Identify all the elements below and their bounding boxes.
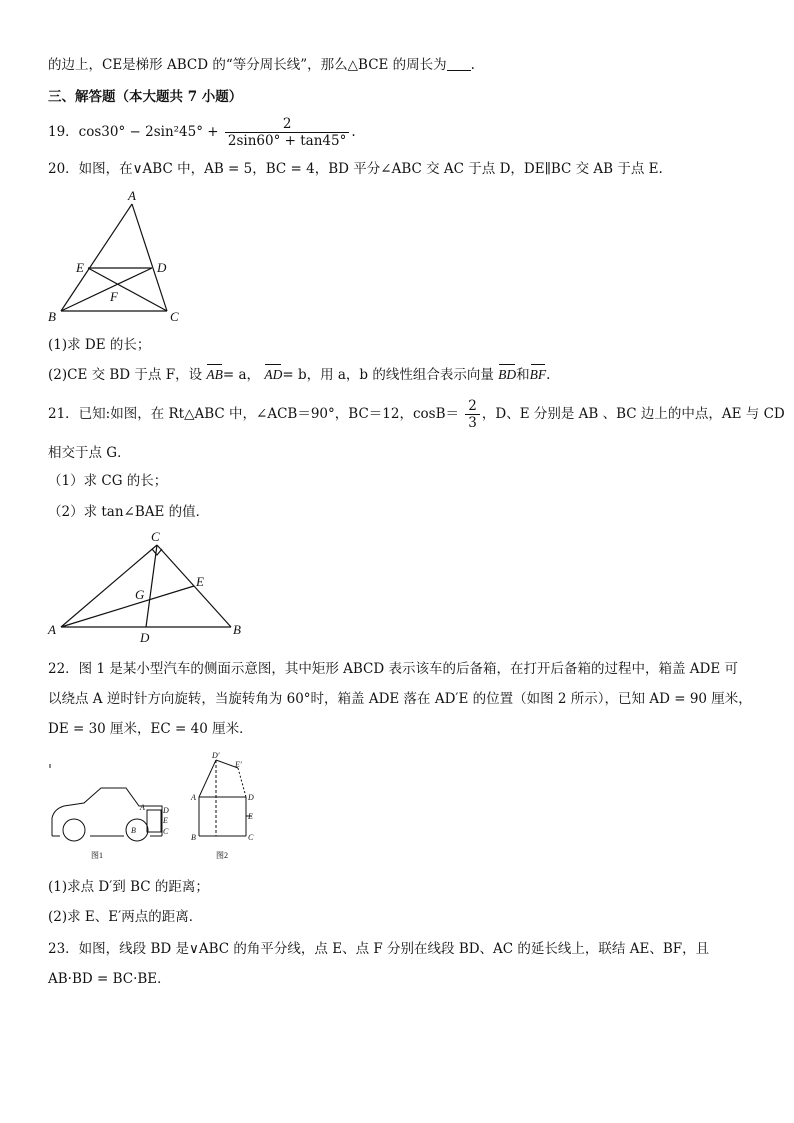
q20-2-text-i: .: [546, 367, 551, 383]
question-22-line-1: 22．图 1 是某小型汽车的侧面示意图，其中矩形 ABCD 表示该车的后备箱，在打开后备箱的过程中，箱盖 ADE 可: [48, 661, 739, 677]
question-21-part-1: （1）求 CG 的长；: [48, 473, 168, 489]
fig22-box-label-e: E: [248, 812, 253, 821]
q20-2-text-a: (2)CE 交 BD 于点 F，设: [48, 367, 203, 383]
q20-2-text-c: = a，: [222, 367, 261, 383]
fig21-label-e: E: [196, 574, 204, 589]
question-22-line-2: 以绕点 A 逆时针方向旋转，当旋转角为 60°时，箱盖 ADE 落在 AD′E 的位置（如图 2 所示），已知 AD = 90 厘米，: [48, 691, 752, 707]
fig22-caption-1: 图1: [91, 851, 103, 860]
q19-denominator: 2sin60° + tan45°: [227, 133, 347, 149]
fig22-box-label-c: C: [248, 833, 254, 842]
question-20-stem: 20．如图，在∨ABC 中，AB = 5，BC = 4，BD 平分∠ABC 交 AC 于点 D，DE∥BC 交 AB 于点 E.: [48, 161, 663, 177]
vector-bd: BD: [498, 367, 517, 382]
q21-denominator: 3: [468, 415, 477, 431]
fig20-label-c: C: [170, 309, 179, 324]
fig22-box-label-eprime: E′: [235, 760, 242, 769]
question-23-line-1: 23．如图，线段 BD 是∨ABC 的角平分线，点 E、点 F 分别在线段 BD、AC 的延长线上，联结 AE、BF，且: [48, 941, 710, 957]
fig22-box-label-b: B: [191, 833, 196, 842]
question-23-line-2: AB·BD = BC·BE．: [48, 971, 171, 987]
question-21-line-2: 相交于点 G．: [48, 445, 131, 461]
fig20-label-b: B: [48, 309, 56, 324]
q21-text-a: 21．已知:如图，在 Rt△ABC 中，∠ACB＝90°，BC＝12，cosB＝: [48, 406, 459, 422]
q21-text-b: ，D、E 分别是 AB 、BC 边上的中点，AE 与 CD: [481, 406, 785, 422]
q21-numerator: 2: [465, 398, 480, 415]
fig22-box-label-a: A: [191, 793, 196, 802]
fig21-label-g: G: [135, 587, 145, 602]
q19-prefix: 19．cos30° − 2sin²45° +: [48, 124, 219, 140]
q19-numerator: 2: [225, 116, 349, 133]
fig21-label-b: B: [233, 622, 241, 637]
line-end: .: [470, 57, 475, 73]
fig22-box-label-d: D: [248, 793, 254, 802]
question-20-part-1: (1)求 DE 的长；: [48, 337, 151, 353]
fig22-car-label-a: A: [140, 803, 145, 812]
fig21-label-a: A: [48, 622, 56, 637]
fig22-car-label-b: B: [131, 826, 136, 835]
fig20-label-d: D: [157, 260, 167, 275]
q20-2-text-e: = b，用 a，b 的线性组合表示向量: [282, 367, 494, 383]
fig22-car-label-c: C: [163, 827, 169, 836]
fig22-car-label-d: D: [163, 806, 169, 815]
fig21-label-c: C: [151, 529, 160, 544]
q20-2-text-g: 和: [516, 367, 530, 383]
fig20-label-f: F: [110, 289, 118, 304]
vector-ab: AB: [206, 367, 223, 382]
fig22-box-label-dprime: D′: [212, 751, 220, 760]
line-text: 的边上，CE是梯形 ABCD 的“等分周长线”，那么△BCE 的周长为: [48, 57, 447, 73]
fig22-caption-2: 图2: [216, 851, 228, 860]
fig21-label-d: D: [140, 630, 150, 645]
q19-end: .: [351, 124, 356, 140]
fig20-label-a: A: [128, 188, 136, 203]
question-22-line-3: DE = 30 厘米，EC = 40 厘米．: [48, 721, 253, 737]
question-21-part-2: （2）求 tan∠BAE 的值．: [48, 504, 210, 520]
fig22-car-label-e: E: [163, 816, 168, 825]
question-22-part-1: (1)求点 D′到 BC 的距离；: [48, 879, 209, 895]
section-heading: 三、解答题（本大题共 7 小题）: [48, 89, 243, 105]
vector-ad: AD: [264, 367, 283, 382]
question-22-part-2: (2)求 E、E′两点的距离．: [48, 909, 203, 925]
fig20-label-e: E: [76, 260, 84, 275]
vector-bf: BF: [529, 367, 547, 382]
